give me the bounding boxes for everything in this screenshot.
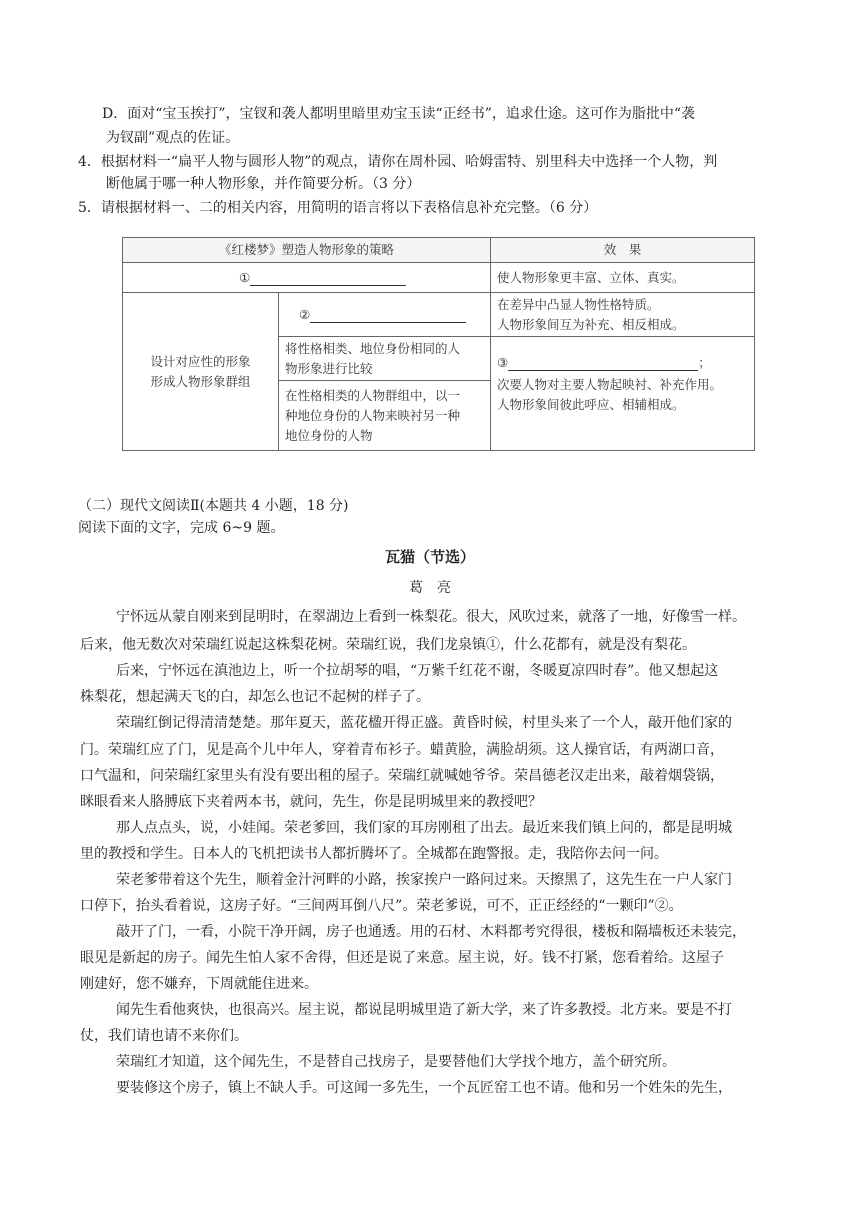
- option-d-line1: D．面对“宝玉挨打”，宝钗和袭人都明里暗里劝宝玉读“正经书”，追求仕途。这可作为脂批中“袭: [102, 106, 696, 122]
- row3-strategy-cell: [279, 337, 491, 381]
- header-effect: 效 果: [491, 238, 755, 263]
- passage-line: 荣老爹带着这个先生，顺着金汁河畔的小路，挨家挨户一路问过来。天擦黑了，这先生在一户人家门: [116, 872, 732, 888]
- row4-line3: 地位身份的人物: [285, 427, 373, 443]
- row3-line1: 将性格相类、地位身份相同的人: [285, 340, 461, 356]
- passage-line: 眯眼看来人胳膊底下夹着两本书，就问，先生，你是昆明城里来的教授吧？: [80, 794, 542, 810]
- group-label-line1: 设计对应性的形象: [150, 353, 251, 369]
- strategy-table: [122, 237, 755, 451]
- passage-line: 敲开了门，一看，小院干净开阔，房子也通透。用的石材、木料都考究得很，楼板和隔墙板还未装完，: [116, 924, 746, 940]
- passage-line: 门。荣瑞红应了门，见是高个儿中年人，穿着青布衫子。蜡黄脸，满脸胡须。这人操官话，有两湖口音，: [80, 742, 724, 758]
- passage-line: 要装修这个房子，镇上不缺人手。可这闻一多先生，一个瓦匠窑工也不请。他和另一个姓朱的先生，: [116, 1080, 732, 1096]
- group-label-cell: [123, 293, 279, 451]
- row4-effect-line1: 次要人物对主要人物起映衬、补充作用。: [497, 377, 723, 392]
- passage-author: 葛 亮: [409, 580, 451, 596]
- option-d-line2: 为钗副”观点的佐证。: [106, 130, 240, 146]
- passage-line: 宁怀远从蒙自刚来到昆明时，在翠湖边上看到一株梨花。很大，风吹过来，就落了一地，好像雪一样。: [116, 609, 746, 625]
- passage-line: 刚建好，您不嫌弃，下周就能住进来。: [80, 976, 318, 992]
- passage-line: 那人点点头，说，小娃闻。荣老爹回，我们家的耳房刚租了出去。最近来我们镇上问的，都是昆明城: [116, 820, 732, 836]
- passage-line: 荣瑞红才知道，这个闻先生，不是替自己找房子，是要替他们大学找个地方，盖个研究所。: [116, 1054, 676, 1070]
- row4-effect-line2: 人物形象间彼此呼应、相辅相成。: [497, 397, 685, 412]
- row4-line2: 种地位身份的人物来映衬另一种: [285, 407, 461, 423]
- passage-line: 里的教授和学生。日本人的飞机把读书人都折腾坏了。全城都在跑警报。走，我陪你去问一问。: [80, 846, 668, 862]
- passage-line: 口停下，抬头看着说，这房子好。“三间两耳倒八尺”。荣老爹说，可不，正正经经的“一颗印”②。: [80, 898, 683, 914]
- question-5: 5．请根据材料一、二的相关内容，用简明的语言将以下表格信息补充完整。（6 分）: [78, 200, 598, 216]
- passage-line: 仗，我们请也请不来你们。: [80, 1028, 248, 1044]
- passage-line: 眼见是新起的房子。闻先生怕人家不舍得，但还是说了来意。屋主说，好。钱不打紧，您看着给。这屋子: [80, 950, 724, 966]
- row34-suffix: ；: [698, 355, 711, 370]
- row2-effect-line2: 人物形象间互为补充、相反相成。: [497, 316, 685, 332]
- answer-blank-3[interactable]: [508, 356, 698, 371]
- group-label-line2: 形成人物形象群组: [150, 373, 251, 389]
- answer-blank-1[interactable]: [250, 271, 406, 286]
- section-instruction: 阅读下面的文字，完成 6~9 题。: [78, 520, 285, 536]
- passage-line: 后来，宁怀远在滇池边上，听一个拉胡琴的唱，“万紫千红花不谢，冬暖夏凉四时春”。他又想起这: [116, 663, 719, 679]
- row2-marker: ②: [299, 306, 311, 322]
- passage-line: 后来，他无数次对荣瑞红说起这株梨花树。荣瑞红说，我们龙泉镇①，什么花都有，就是没有梨花。: [80, 637, 696, 653]
- row34-effect-cell: [491, 337, 755, 451]
- row1-marker: ①: [239, 269, 251, 285]
- passage-line: 口气温和，问荣瑞红家里头有没有要出租的屋子。荣瑞红就喊她爷爷。荣昌德老汉走出来，敲着烟袋锅，: [80, 768, 724, 784]
- passage-line: 荣瑞红倒记得清清楚楚。那年夏天，蓝花楹开得正盛。黄昏时候，村里头来了一个人，敲开他们家的: [116, 715, 732, 731]
- passage-line: 闻先生看他爽快，也很高兴。屋主说，都说昆明城里造了新大学，来了许多教授。北方来。要是不打: [116, 1002, 732, 1018]
- row2-effect-line1: 在差异中凸显人物性格特质。: [497, 296, 660, 312]
- answer-blank-2[interactable]: [310, 308, 466, 323]
- question-4-line2: 断他属于哪一种人物形象，并作简要分析。（3 分）: [106, 176, 421, 192]
- row34-marker: ③: [497, 355, 509, 370]
- row3-line2: 物形象进行比较: [285, 360, 373, 376]
- row1-answer-cell: [123, 263, 491, 293]
- passage-title: 瓦猫（节选）: [384, 548, 475, 566]
- passage-line: 株梨花，想起满天飞的白，却怎么也记不起树的样子了。: [80, 689, 430, 705]
- question-4-line1: 4．根据材料一“扁平人物与圆形人物”的观点，请你在周朴园、哈姆雷特、别里科夫中选择一个人物，判: [78, 154, 718, 170]
- row4-line1: 在性格相类的人物群组中，以一: [285, 387, 461, 403]
- section-heading: （二）现代文阅读Ⅱ(本题共 4 小题，18 分): [78, 498, 349, 514]
- row2-answer-cell: [279, 293, 491, 337]
- row1-effect: 使人物形象更丰富、立体、真实。: [491, 263, 755, 293]
- header-strategy: 《红楼梦》塑造人物形象的策略: [123, 238, 491, 263]
- row2-effect-cell: [491, 293, 755, 337]
- row4-strategy-cell: [279, 381, 491, 451]
